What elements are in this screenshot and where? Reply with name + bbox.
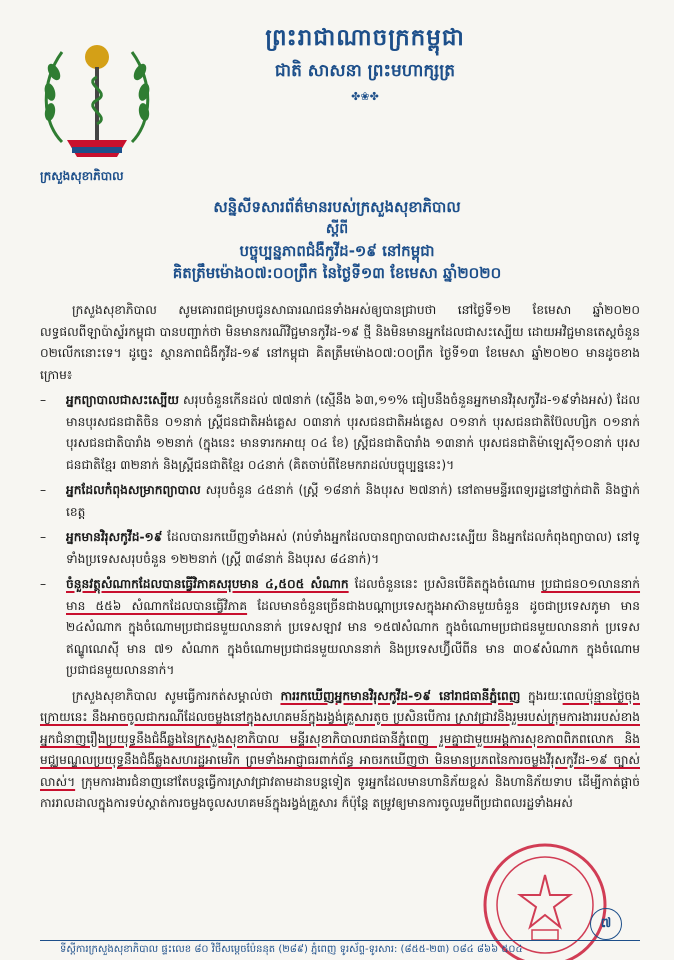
footer-divider [40, 940, 640, 941]
bullet-text: សរុបចំនួន ៤៥នាក់ (ស្ត្រី ១៨នាក់ និងបុរស ២៧នាក់) នៅតាមមន្ទីរពេទ្យរដ្ឋនៅថ្នាក់ជាតិ និងថ្នាក់ខេត្ត [66, 483, 640, 519]
footer-address: ទីស្តីការក្រសួងសុខាភិបាល ផ្ទះលេខ ៨០ វិថីសម្តេចប៉ែននុត (២៨៩) ភ្នំពេញ ទូរស័ព្ទ-ទូរសារ: (៨៥៥-២៣) ០៨៤ ៨៦៦ ៥០៤ [60, 944, 523, 955]
bullet-lead: អ្នកព្យាបាលជាសះស្បើយ [66, 393, 180, 407]
bullet-text: សរុបចំនួនកើនដល់ ៧៧នាក់ (ស្មើនឹង ៦៣,១១% ធៀបនឹងចំនួនអ្នកមានវិរុសកូវីដ-១៩ទាំងអស់) ដែលមានបុរសជនជាតិចិន ០១នាក់ ស្ត្រីជនជាតិអង់គ្លេស ០៣នាក់ បុរសជនជាតិអង់គ្លេស ០១នាក់ បុរសជនជាតិប៊ែលហ្សិក ០១នាក់ បុរសជនជាតិបារាំង ១២នាក់ (ក្នុងនេះ មានទារកអាយុ ០៤ ខែ) ស្ត្រីជនជាតិបារាំង ១៣នាក់ បុរសជនជាតិម៉ាឡេស៊ី១០នាក់ បុរសជនជាតិខ្មែរ ៣២នាក់ និងស្ត្រីជនជាតិខ្មែរ ០៤នាក់ (គិតចាប់ពីខែមករាដល់បច្ចុប្បន្ននេះ)។ [66, 393, 640, 472]
document-title [40, 196, 634, 284]
bullet-dash: – [40, 530, 47, 544]
bullet-text: ដែលចំនួននេះ ប្រសិនបើគិតក្នុងចំណោម [348, 577, 542, 591]
bullet-text: ដែលមានចំនួនច្រើនជាងបណ្តាប្រទេសក្នុងអាស៊ានមួយចំនួន ដូចជាប្រទេសភូមា មាន ២៤សំណាក ក្នុងចំណោមប្រជាជនមួយលាននាក់ ប្រទេសឡាវ មាន ១៥៧សំណាក ក្នុងចំណោមប្រជាជនមួយលាននាក់ ប្រទេសឥណ្ឌូណេស៊ី មាន ៧១ សំណាក ក្នុងចំណោមប្រជាជនមួយលាននាក់ និងប្រទេសហ្វ៊ីលីពីន មាន ៣០៩សំណាក ក្នុងចំណោមប្រជាជនមួយលាននាក់។ [66, 598, 640, 677]
bullet-lead: ចំនួនវត្ថុសំណាកដែលបានធ្វើវិភាគសរុបមាន ៤,៥០៥ សំណាក [66, 577, 349, 591]
title-line-3: បច្ចុប្បន្នភាពជំងឺកូវីដ-១៩ នៅកម្ពុជា [239, 242, 435, 260]
bullet-samples [40, 574, 640, 682]
ministry-logo [22, 22, 172, 192]
bullet-dash: – [40, 577, 47, 591]
note-text: ក្រុមការងារជំនាញនៅតែបន្តធ្វើការស្រាវជ្រាវតាមដានបន្តទៀត ទូរអ្នកដែលមានហានិភ័យខ្ពស់ និងហានិភ័យទាប ដើម្បីកាត់ផ្តាច់ការរាលដាលក្នុងការទប់ស្កាត់ការចម្លងចូលសហគមន៍ក្នុងរង្វង់គ្រួសារ ក៏ប៉ុន្តែ តម្រូវឲ្យមានការចូលរួមពីប្រជាពលរដ្ឋទាំងអស់ [40, 774, 640, 810]
bullet-lead: អ្នកដែលកំពុងសម្រាកព្យាបាល [66, 483, 201, 497]
underlined-text: ពេលប៉ុន្មានថ្ងៃចុងក្រោយនេះ នឹងអាចចូលជាករណីដែលចម្លងនៅក្នុងសហគមន៍ក្នុងរង្វង់គ្រួសារតូច ប្រសិនបើការ ស្រាវជ្រាវនិងរួមរបស់ក្រុមការងាររបស់ខាងអ្នកជំនាញរឿងប្រយុទ្ធនឹងជំងឺឆ្លងនៃក្រសួងសុខាភិបាល មន្ទីរសុខាភិបាលរាជធានីភ្នំពេញ រួមគ្នាជាមួយអង្គការសុខភាពពិភពលោក និងមជ្ឈមណ្ឌលប្រយុទ្ធនឹងជំងឺឆ្លងសហរដ្ឋអាមេរិក ព្រមទាំងអាជ្ញាធរពាក់ព័ន្ធ អាចរកឃើញថា មិនមានប្រភពនៃការចម្លងវីរុសកូវីដ-១៩ ច្បាស់លាស់។ [40, 688, 640, 789]
underlined-text: ការរកឃើញអ្នកមានវិរុសកូវីដ-១៩ នៅរាជធានីភ្នំពេញ [280, 688, 521, 703]
kingdom-heading: ព្រះរាជាណាចក្រកម្ពុជា [265, 25, 465, 51]
bullet-dash: – [40, 483, 47, 497]
note-text: ក្រសួងសុខាភិបាល សូមធ្វើការកត់សម្គាល់ថា [72, 688, 281, 703]
bullet-dash: – [40, 393, 47, 407]
title-line-1: សន្និសីទសារព័ត៌មានរបស់ក្រសួងសុខាភិបាល [213, 198, 461, 216]
page-number: ៧ [590, 908, 622, 940]
ornament-divider: ✤❀✤ [351, 90, 379, 103]
intro-paragraph: ក្រសួងសុខាភិបាល សូមគោរពជម្រាបជូនសាធារណជនទាំងអស់ឲ្យបានជ្រាបថា នៅថ្ងៃទី១២ ខែមេសា ឆ្នាំ២០២០ លទ្ធផលពីឡាប៉ាស្ទ័រកម្ពុជា បានបញ្ជាក់ថា មិនមានករណីវិជ្ជមានកូវីដ-១៩ ថ្មី និងមិនមានអ្នកដែលជាសះស្បើយ ដោយអវិជ្ជមានតេស្តចំនួន ០២លើកនោះទេ។ ដូច្នេះ ស្ថានភាពជំងឺកូវីដ-១៩ នៅកម្ពុជា គិតត្រឹមម៉ោង០៧:០០ព្រឹក ថ្ងៃទី១៣ ខែមេសា ឆ្នាំ២០២០ មានដូចខាងក្រោម៖ [40, 303, 640, 382]
bullet-text: ដែលបានរកឃើញទាំងអស់ (រាប់ទាំងអ្នកដែលបានព្យាបាលជាសះស្បើយ និងអ្នកដែលកំពុងព្យាបាល) នៅទូទាំងប្រទេសសរុបចំនួន ១២២នាក់ (ស្ត្រី ៣៨នាក់ និងបុរស ៨៤នាក់)។ [66, 530, 640, 566]
note-paragraph [40, 686, 640, 815]
note-text: ក្នុងរយៈ [520, 688, 563, 703]
bullet-recovered [40, 390, 640, 476]
document-body [40, 300, 640, 819]
underlined-text: ប្រជាជន០១លាននាក់ មាន ៥៥៦ សំណាកដែលបានធ្វើវិភាគ [66, 577, 641, 613]
bullet-total-cases [40, 527, 640, 570]
title-line-2: ស្តីពី [325, 221, 349, 237]
title-line-4: គិតត្រឹមម៉ោង០៧:០០ព្រឹក នៃថ្ងៃទី១៣ ខែមេសា ឆ្នាំ២០២០ [172, 264, 502, 282]
bullet-lead: អ្នកមានវិរុសកូវីដ-១៩ [66, 530, 163, 544]
national-motto: ជាតិ សាសនា ព្រះមហាក្សត្រ [274, 61, 456, 81]
bullet-in-treatment [40, 480, 640, 523]
ministry-label: ក្រសួងសុខាភិបាល [40, 169, 124, 183]
